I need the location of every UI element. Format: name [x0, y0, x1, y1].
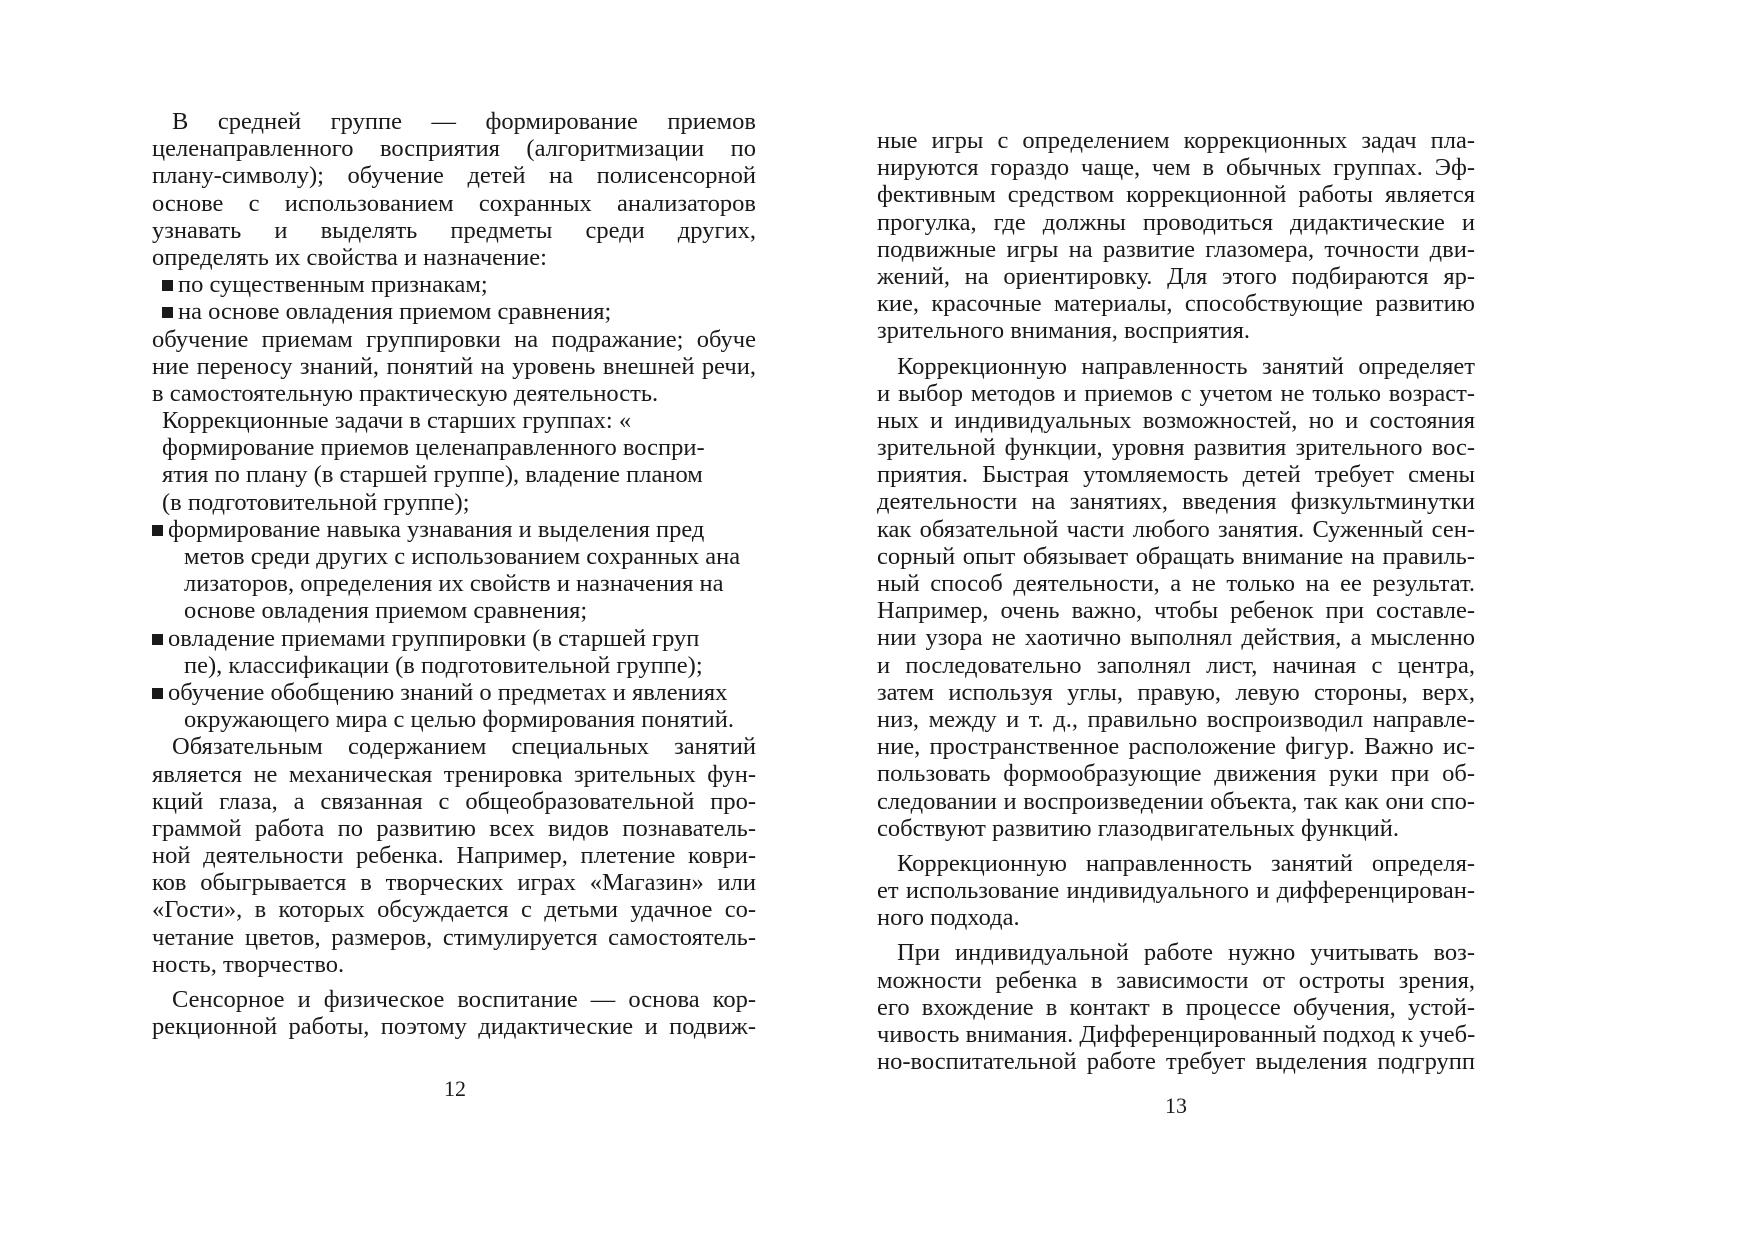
text-line: рекционной работы, поэтому дидактические и подвиж- [152, 1013, 756, 1041]
black-square-bullet-icon [152, 525, 163, 536]
bullet-text: формирование навыка узнавания и выделения пред [168, 515, 705, 543]
bullet-text: обучение обобщению знаний о предметах и явлениях [168, 678, 728, 706]
text-line: зрительной функции, уровня развития зрительного вос- [877, 434, 1475, 462]
text-line: формирование приемов целенаправленного воспри- [162, 434, 705, 462]
text-line: целенаправленного восприятия (алгоритмизации по [152, 135, 756, 163]
bullet-item [152, 516, 756, 543]
text-line: ков обыгрывается в творческих играх «Магазин» или [152, 869, 756, 897]
text-line: ние переносу знаний, понятий на уровень внешней речи, [152, 352, 756, 380]
bullet-item [152, 625, 756, 652]
text-line: ного подхода. [877, 904, 1020, 932]
text-line: собствуют развитию глазодвигательных функций. [877, 814, 1400, 842]
text-line: подвижные игры на развитие глазомера, точности дви- [877, 235, 1475, 263]
text-line: В средней группе — формирование приемов [172, 108, 756, 135]
text-line: его вхождение в контакт в процессе обучения, устой- [877, 993, 1475, 1021]
black-square-bullet-icon [152, 688, 163, 699]
text-line: в самостоятельную практическую деятельность. [152, 379, 659, 407]
text-line: граммой работа по развитию всех видов познаватель- [152, 814, 756, 842]
text-line: пользовать формообразующие движения руки при об- [877, 760, 1475, 788]
bullet-item [152, 271, 756, 298]
text-line: нируются гораздо чаще, чем в обычных группах. Эф- [877, 154, 1475, 182]
text-line: (в подготовительной группе); [162, 488, 470, 516]
text-line: Например, очень важно, чтобы ребенок при составле- [877, 597, 1475, 625]
text-line: ятия по плану (в старшей группе), владение планом [162, 461, 703, 489]
bullet-item [152, 679, 756, 706]
text-line: и выбор методов и приемов с учетом не только возраст- [877, 379, 1475, 407]
text-line: Обязательным содержанием специальных занятий [172, 733, 756, 761]
text-line: приятия. Быстрая утомляемость детей требует смены [877, 461, 1475, 489]
text-line: окружающего мира с целью формирования понятий. [184, 706, 734, 734]
bullet-text: на основе овладения приемом сравнения; [178, 298, 612, 326]
text-line: кций глаза, а связанная с общеобразовательной про- [152, 787, 756, 815]
black-square-bullet-icon [162, 307, 173, 318]
bullet-text: по существенным признакам; [178, 271, 488, 299]
text-line: основе овладения приемом сравнения; [184, 597, 588, 625]
text-line: затем используя углы, правую, левую стороны, верх, [877, 678, 1475, 706]
left-page-text [152, 108, 756, 1040]
text-line: прогулка, где должны проводиться дидактические и [877, 208, 1475, 236]
black-square-bullet-icon [162, 280, 173, 291]
text-line: Сенсорное и физическое воспитание — основа кор- [172, 986, 756, 1013]
text-line: ность, творчество. [152, 950, 345, 978]
right-page-text [877, 127, 1475, 1075]
text-line: нии узора не хаотично выполнял действия, а мысленно [877, 624, 1475, 652]
text-line: «Гости», в которых обсуждается с детьми удачное со- [152, 896, 756, 924]
bullet-item [152, 298, 756, 325]
text-line: сорный опыт обязывает обращать внимание на правиль- [877, 542, 1475, 570]
text-line: ной деятельности ребенка. Например, плетение коври- [152, 842, 756, 870]
text-line: основе с использованием сохранных анализаторов [152, 189, 756, 217]
text-line: низ, между и т. д., правильно воспроизводил направле- [877, 705, 1475, 733]
text-line: Коррекционные задачи в старших группах: « [162, 407, 632, 435]
text-line: лизаторов, определения их свойств и назначения на [184, 570, 724, 598]
text-line: деятельности на занятиях, введения физкультминутки [877, 488, 1475, 516]
text-line: кие, красочные материалы, способствующие развитию [877, 290, 1475, 318]
text-line: ет использование индивидуального и дифференцирован- [877, 877, 1475, 905]
text-line: ние, пространственное расположение фигур. Важно ис- [877, 733, 1475, 761]
text-line: обучение приемам группировки на подражание; обуче [152, 325, 756, 353]
paragraph-gap [152, 978, 756, 986]
text-line: ный способ деятельности, а не только на ее результат. [877, 570, 1475, 597]
text-line: Коррекционную направленность занятий определяет [897, 352, 1475, 380]
text-line: четание цветов, размеров, стимулируется самостоятель- [152, 923, 756, 951]
text-line: Коррекционную направленность занятий определя- [897, 849, 1475, 877]
text-line: пе), классификации (в подготовительной группе); [184, 651, 703, 679]
text-line: плану-символу); обучение детей на полисенсорной [152, 162, 756, 190]
black-square-bullet-icon [152, 634, 163, 645]
text-line: и последовательно заполнял лист, начиная с центра, [877, 651, 1475, 679]
text-line: можности ребенка в зависимости от остроты зрения, [877, 966, 1475, 994]
text-line: чивость внимания. Дифференцированный подход к учеб- [877, 1021, 1476, 1048]
page-number: 13 [1165, 1093, 1187, 1118]
text-line: зрительного внимания, восприятия. [877, 317, 1251, 345]
text-line: фективным средством коррекционной работы является [877, 181, 1475, 209]
page-number: 12 [444, 1076, 466, 1101]
text-line: ных и индивидуальных возможностей, но и состояния [877, 406, 1475, 434]
paragraph-gap [877, 345, 1475, 353]
text-line: как обязательной части любого занятия. Суженный сен- [877, 515, 1475, 543]
text-line: определять их свойства и назначение: [152, 243, 547, 271]
text-line: жений, на ориентировку. Для этого подбираются яр- [877, 262, 1475, 290]
text-line: узнавать и выделять предметы среди других, [152, 216, 756, 244]
paragraph-gap [877, 931, 1475, 939]
text-line: ные игры с определением коррекционных задач пла- [877, 127, 1475, 154]
paragraph-gap [877, 842, 1475, 850]
text-line: является не механическая тренировка зрительных фун- [152, 760, 756, 788]
text-line: следовании и воспроизведении объекта, так как они спо- [877, 787, 1475, 815]
bullet-text: овладение приемами группировки (в старшей груп [168, 624, 700, 652]
text-line: метов среди других с использованием сохранных ана [184, 543, 741, 570]
text-line: но-воспитательной работе требует выделения подгрупп [877, 1048, 1475, 1076]
text-line: При индивидуальной работе нужно учитывать воз- [897, 939, 1475, 967]
